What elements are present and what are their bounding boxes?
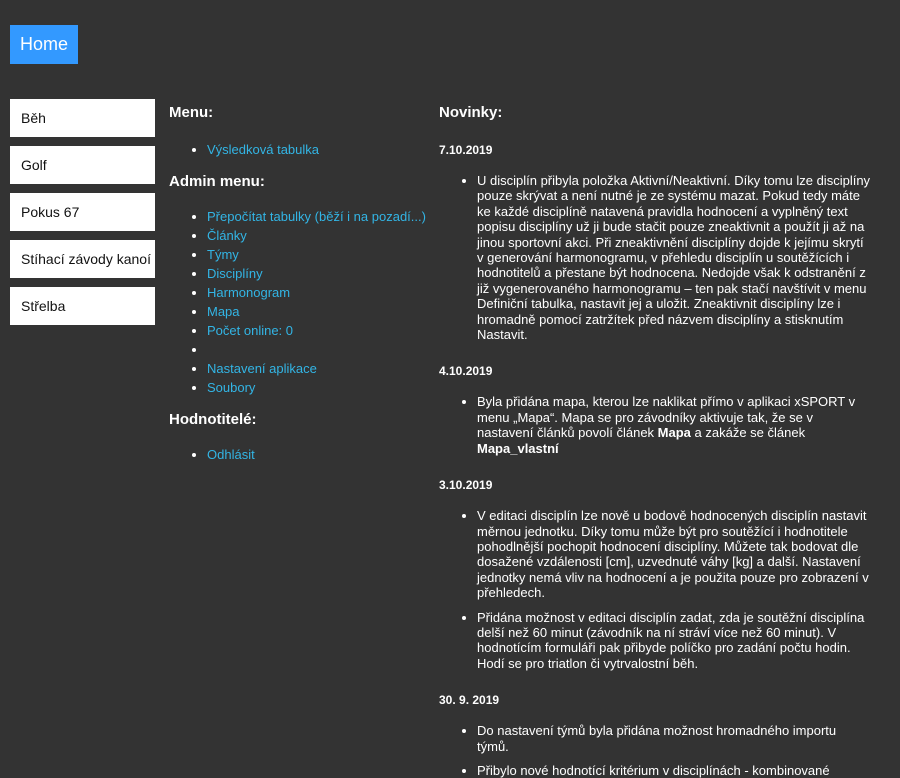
news-item: • U disciplín přibyla položka Aktivní/Neaktivní. Díky tomu lze disciplíny pouze skrývat a není nutné je ze systému mazat. Pokud tedy máte ke každé disciplíně natavená pravidla hodnocení a vyplněný text popisu disciplíny už ji bude stačit pouze zneaktivnit a použít ji až na jinou sportovní akci. Při zneaktivnění disciplíny dojde k jejímu skrytí v generování harmonogramu, v přehledu disciplín u soutěžících i hodnotitelů a přestane být hodnocena. Nedojde však k odstranění z již vygenerovaného harmonogramu – ten pak stačí navštívit v menu Definiční tabulka, nastavit jej a uložit. Zneaktivnit disciplíny lze i hromadně pomocí zatržítek před názvem disciplíny a stisknutím Nastavit. [477,173,871,342]
list-item [207,359,431,378]
news-list [439,173,871,342]
logout-link[interactable]: Odhlásit [207,447,255,462]
news-date: 7.10.2019 [439,143,493,157]
list-item [207,445,431,464]
list-item [207,321,431,340]
nav-item-stihaci-zavody-kanoi[interactable]: Stíhací závody kanoí [10,240,155,278]
hodnotitele-heading: Hodnotitelé: [169,411,257,428]
nav-item-pokus-67[interactable]: Pokus 67 [10,193,155,231]
news-text: Byla přidána mapa, kterou lze naklikat přímo v aplikaci xSPORT v menu „Mapa“. Mapa se pro závodníky aktivuje tak, že se v nastavení článků povolí článek [477,394,856,441]
home-button[interactable]: Home [10,25,78,64]
nav-item-beh[interactable]: Běh [10,99,155,137]
menu-heading: Menu: [169,104,214,121]
menu-link-vysledkova-tabulka[interactable]: Výsledková tabulka [207,142,320,157]
list-item [207,264,431,283]
news-item: • Přibylo nové hodnotící kritérium v disciplínách - kombinované [477,763,871,778]
nav-item-strelba[interactable]: Střelba [10,287,155,325]
news-date: 4.10.2019 [439,364,493,379]
menu-column [169,104,431,464]
news-list [439,723,871,778]
news-item [477,394,871,456]
news-date: 3.10.2019 [439,478,493,493]
category-nav [10,99,155,334]
admin-link-nastaveni-aplikace[interactable]: Nastavení aplikace [207,361,317,376]
list-item [207,283,431,302]
admin-link-clanky[interactable]: Články [207,228,247,243]
nav-item-golf[interactable]: Golf [10,146,155,184]
news-item: • Do nastavení týmů byla přidána možnost hromadného importu týmů. [477,723,871,754]
admin-link-pocet-online[interactable]: Počet online: 0 [207,323,294,338]
admin-link-tymy[interactable]: Týmy [207,247,239,262]
news-date: 30. 9. 2019 [439,693,500,708]
admin-link-soubory[interactable]: Soubory [207,380,256,395]
news-text: a zakáže se článek [690,425,806,441]
news-heading: Novinky: [439,104,503,121]
list-item [207,207,431,226]
menu-list [169,140,431,159]
admin-menu-list [169,207,431,397]
news-item: • Přidána možnost v editaci disciplín zadat, zda je soutěžní disciplína delší než 60 minut (závodník na ní stráví více než 60 minut). V hodnotícím formuláři pak přibyde políčko pro zadání počtu hodin. Hodí se pro triatlon či vytrvalostní běh. [477,610,871,672]
list-item [207,226,431,245]
list-item [207,140,431,159]
news-column [439,104,871,778]
news-bold: Mapa_vlastní [477,440,559,456]
admin-menu-heading: Admin menu: [169,173,265,190]
news-list [439,508,871,671]
admin-link-harmonogram[interactable]: Harmonogram [207,285,291,300]
hodnotitele-list [169,445,431,464]
news-item: • V editaci disciplín lze nově u bodově hodnocených disciplín nastavit měrnou jednotku. Díky tomu může být pro soutěžící i hodnotitele pohodlnější pochopit hodnocení disciplíny. Můžete tak bodovat dle dosažené vzdálenosti [cm], uzvednuté váhy [kg] a další. Nastavení jednotky nemá vliv na hodnocení a je použita pouze pro zobrazení v přehledech. [477,508,871,600]
list-item [207,340,431,359]
list-item [207,245,431,264]
list-item [207,378,431,397]
news-bold: Mapa [657,425,691,441]
news-list [439,394,871,456]
admin-link-discipliny[interactable]: Disciplíny [207,266,263,281]
list-item [207,302,431,321]
admin-link-prepocitat-tabulky[interactable]: Přepočítat tabulky (běží i na pozadí...) [207,209,426,224]
admin-link-mapa[interactable]: Mapa [207,304,240,319]
